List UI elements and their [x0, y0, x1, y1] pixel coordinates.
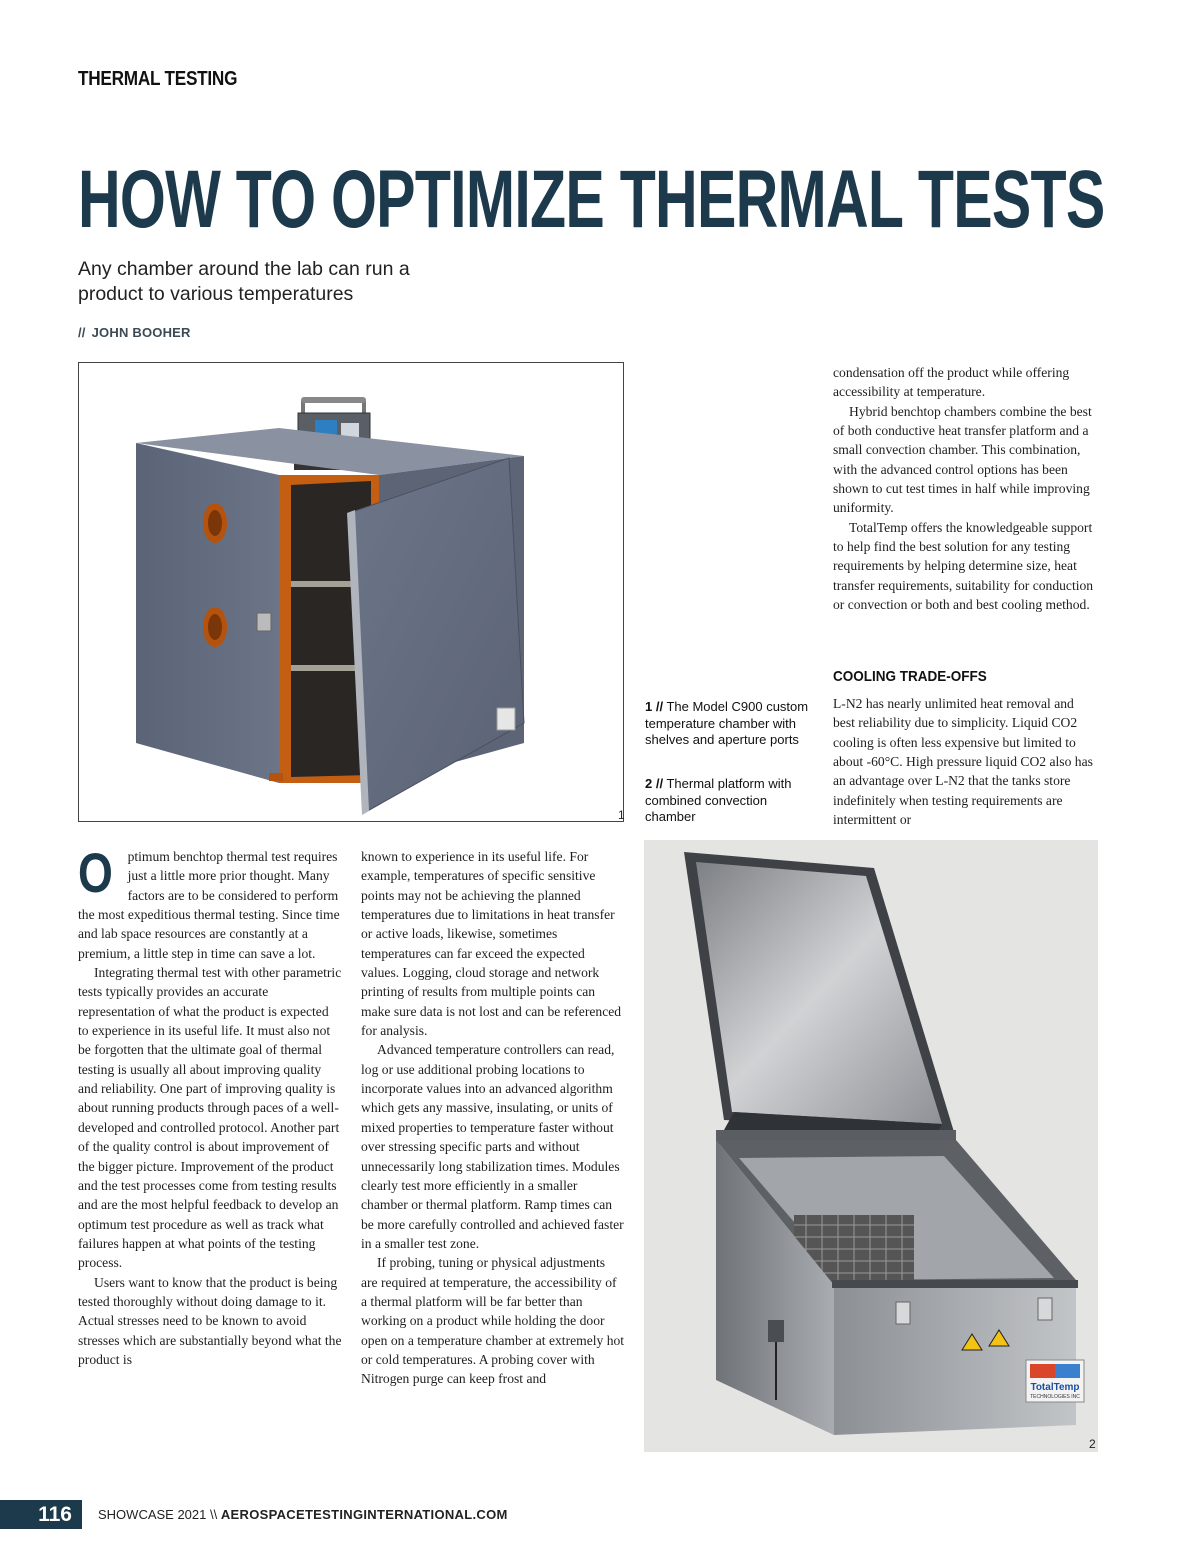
figure-2-number: 2: [1089, 1437, 1096, 1451]
caption-1-text: The Model C900 custom temperature chamber with shelves and aperture ports: [645, 699, 809, 747]
intro-text: ptimum benchtop thermal test requires just a little more prior thought. Many factors are to be considered to perform the most expeditious thermal testing. Since time and lab space resources are constantly at a premium, a little step in time can save a lot.: [78, 849, 340, 961]
headline: HOW TO OPTIMIZE THERMAL TESTS: [78, 154, 1105, 245]
logo-subtext: TECHNOLOGIES INC: [1030, 1394, 1080, 1400]
footer-site: AEROSPACETESTINGINTERNATIONAL.COM: [220, 1507, 508, 1522]
section-label: THERMAL TESTING: [78, 68, 238, 90]
footer-text: [98, 1507, 508, 1522]
body-paragraph: Users want to know that the product is being tested thoroughly without doing damage to it. Actual stresses need to be known to avoid stresses which are substantially beyond what the product is: [78, 1274, 342, 1367]
temperature-chamber-illustration: [79, 363, 623, 821]
body-paragraph: Integrating thermal test with other parametric tests typically provides an accurate representation of what the product is expected to experience in its useful life. It must also not be forgotten that the ultimate goal of thermal testing is usually all about improving quality and reliability. One part of improving quality is about running products through paces of a well-developed and controlled protocol. Another part of the quality control is about improvement of the bigger picture. Improvement of the product and the test processes come from testing results and are the most helpful feedback to develop an optimum test procedure as well as track what failures happen at what points of the testing process.: [78, 965, 342, 1271]
body-column-2: [361, 847, 625, 1389]
standfirst-line: Any chamber around the lab can run a: [78, 258, 410, 280]
body-paragraph-intro: [78, 841, 342, 963]
body-paragraph: TotalTemp offers the knowledgeable support to help find the best solution for any testing requirements by helping determine size, heat transfer requirements, suitability for conduction or convection or both and best cooling method.: [833, 519, 1094, 613]
body-paragraph: If probing, tuning or physical adjustments are required at temperature, the accessibility of a thermal platform will be far better than working on a product while holding the door open on a temperature chamber at extremely hot or cold temperatures. A probing cover with Nitrogen purge can keep frost and: [361, 1255, 625, 1387]
totaltemp-logo: [1026, 1360, 1084, 1402]
caption-1-number: 1 //: [645, 699, 664, 714]
standfirst-line: product to various temperatures: [78, 283, 354, 305]
subhead-cooling: COOLING TRADE-OFFS: [833, 668, 987, 685]
drop-cap: O: [78, 841, 113, 904]
caption-2-number: 2 //: [645, 776, 664, 791]
figure-1-photo: [78, 362, 624, 822]
body-paragraph: known to experience in its useful life. For example, temperatures of specific sensitive points may not be achieving the planned temperatures due to limitations in heat transfer or active loads, likewise, sometimes temperatures can far exceed the expected values. Logging, cloud storage and network printing of results from multiple points can make sure data is not lost and can be referenced for analysis.: [361, 849, 622, 1039]
footer-issue: SHOWCASE 2021: [98, 1507, 207, 1522]
chamber-door: [349, 458, 524, 813]
body-column-3-lower: [833, 694, 1097, 829]
byline-author: JOHN BOOHER: [91, 325, 191, 340]
body-column-3-upper: [833, 363, 1097, 614]
byline-prefix: //: [78, 325, 86, 340]
standfirst: [78, 257, 498, 307]
body-paragraph: Advanced temperature controllers can read, log or use additional probing locations to incorporate values into an advanced algorithm which gets any massive, insulating, or units of mixed properties to temperature faster without over stressing specific parts and without unnecessarily long stabilization times. Modules clearly test more efficiently in a smaller chamber or thermal platform. Ramp times can be more carefully controlled and achieved faster in a smaller test zone.: [361, 1042, 624, 1251]
byline: [78, 325, 191, 340]
caption-1: [645, 699, 813, 749]
footer-separator: \\: [210, 1507, 218, 1522]
figure-2-photo: [644, 840, 1098, 1452]
caption-2-text: Thermal platform with combined convection chamber: [645, 776, 792, 824]
caption-2: [645, 776, 813, 826]
body-paragraph: condensation off the product while offering accessibility at temperature.: [833, 365, 1070, 400]
body-column-1: [78, 841, 342, 1369]
logo-text: TotalTemp: [1030, 1382, 1080, 1393]
page-number: 116: [0, 1500, 82, 1529]
body-paragraph: Hybrid benchtop chambers combine the best of both conductive heat transfer platform and a small convection chamber. This combination, with the advanced control options has been shown to cut test times in half while improving uniformity.: [833, 403, 1092, 516]
figure-1-number: 1: [618, 808, 625, 822]
thermal-platform-illustration: [644, 840, 1098, 1452]
body-paragraph: L-N2 has nearly unlimited heat removal and best reliability due to simplicity. Liquid CO2 cooling is often less expensive but limited to about -60°C. High pressure liquid CO2 also has an advantage over L-N2 that the tanks store indefinitely when testing requirements are intermittent or: [833, 696, 1093, 828]
